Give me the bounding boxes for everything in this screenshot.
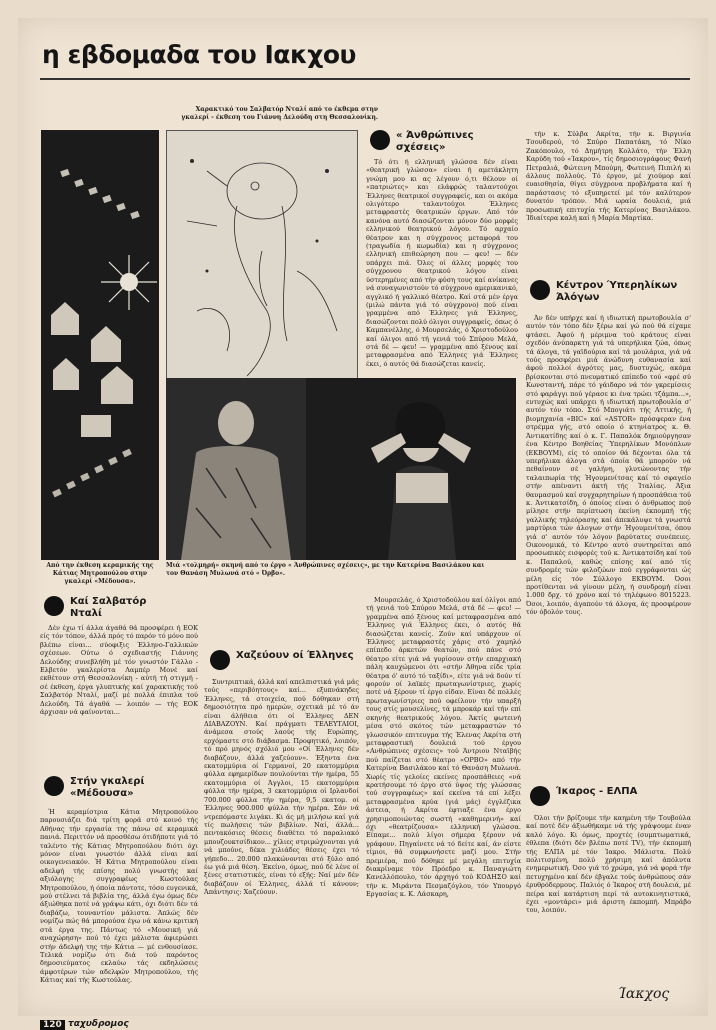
section-iakros-text: Όλοι τήν βρίζουμε τήν καημένη τήν Τουβούλα καί ποτέ δέν άξιωθήκαμε νά τής γράψουμε έναν καλό λόγο. Κι όμως, προχτές (συμπτωματικά, έθλεπα (διότι δέν βλέπω ποτέ TV), τήν έκπομπή τής ΕΛΠΑ μέ τόν Ίακρο. Μάλιστα. Πολύ πολιτισμένη, πολύ χρήσιμη καί άπόλυτα ενημερωτική. Όσο γιά τό χρώμα, γιά νά φορά τήν πετυχημένο καί δέν έβγαλε τούς άνθρώπους σάν έρυθρόδερμους. Παλιός ό Ίκαρος στή δουλειά, μέ πείρα καί κατάρτιση περί τά αυτοκινητιστικά, έχει «μοντάρει» μιά άριστη έκπομπή. Μπράβο του, λοιπόν. (526, 814, 691, 915)
section-iakros-title: Ίκαρος - ΕΛΠΑ (556, 786, 638, 797)
bullet-icon (530, 786, 550, 806)
author-signature: Ίακχος (618, 986, 670, 1002)
section-center-text: Άν δέν υπήρχε καί ή ιδιωτική πρωτοβουλία σ' αυτόν τόν τόπο δέν ξέρω καί γώ πού θά είχαμε φτάσει. Άφού ή μέριμνα τού κράτους είναι σχεδόν άνύπαρκτη γιά τά υπερήλικα ζώα, όπως τά άλογα, τά γαϊδούρια καί τά μουλάρια, γιά νά τούς προσφέρει μιά άνώδυνη ευθανασία καί άφού πολλοί άγρότες μας, δυστυχώς, ακόμα βρίσκονται στό πνευματικό επίπεδο τού «φρέ σύ Κωνσταντή, πάρε τό γάιδαρο νά τόν γκρεμίσεις στό φαράγγι πού γέρασε κι ένα τρώει τζάμπα...», ευτυχώς καί υπάρχει ή ιδιωτική πρωτοβουλία σ' αυτόν τόν τόπο. Στό Μπογιάτι τής Αττικής, ή βιομηχανία «BIC» καί «ASTOR» πρόσφεραν ένα στρέμμα γής, στό οποίο ό κτηνίατρος κ. Θ. Άντικατίδης καί ό κ. Γ. Παπαλόκ δημιούργησαν ένα Κέντρο Βοηθείας Ύπερηλίκων Μονόπλων (ΕΚΒΟΥΜ), είς τό οποίον θά δέχονται όλα τά υπερήλικα άλογα στά όποία θά μπορούν νά πεθαίνουν σέ γαλήνη, γλυτώνοντας τήν ταλαιπωρία τής Ήγουμενίτσας καί τό σφαγείο στήν απέναντι άκτή τής Ίταλίας. Άξια θαυμασμού καί συγχαρητηρίων ή προσπάθεια τού κ. Άντικατσίδη, ό όποίος είναι ό άνθρωπος πού μίλησε στήν περίπτωση έκείνη έκπομπή τής γαλλικής τηλεόρασης καί άπεκάλυψε τά γνωστά μαρτύρια τών άλογων στήν Ήγουμενίτσα, όπου γιά σ' αυτόν τόν λόγον βαρύτατες συνέπειες. Οικονομικά, τό Κέντρο αυτό συντηρείται από προσωπικές εισφορές τού κ. Άντικατσίδη καί τού κ. Παπαλού, καθώς επίσης καί από τίς συνδρομές τών φιλοζώων πού εγγράφονται ώς μέλη είς τόν Σύλλογο ΕΚΒΟΥΜ. Όσοι προτίθενται νά γίνουν μέλη, ή συνδρομή είναι 1.000 δρχ. τό χρόνο καί τό τηλέφωνο 8015223. Όσοι, λοιπόν, άγαπούν τά άλογα, άς προσφέρουν τόν όβολόν τους. (526, 314, 691, 617)
section-relations-text: Τό ότι ή ελληνική γλώσσα δέν είναι «θεατρική γλώσσα» είναι ή αμετάκλητη γνώμη μου κι ας λέγουν ό,τι θέλουν οί «πατριώτες» και ελάφρώς ταλαντούχοι Έλληνες θεατρικοί συγγραφείς, και οι ακόμα ολιγότερο ταλαντούχοι Έλληνες μεταφραστές θεατρικών έργων. Από τόν κανόνα αυτό διασώζονται μόνον δύο μορφές ελληνικού θεατρικού λόγου. Τό αρχαίο θέατρον και η σύγχρονος μεταφορά του (τραγωδία ή κωμωδία) και η σύγχρονος ελληνική επιθεώρηση που — φευ! — δέν υπάρχει πιά. Όλες οί άλλες μορφές του σύγχρονου θεατρικού λόγου είναι ύστερημένες από τήν φύση τους καί ανίκανες νά συναγωνιστούν τό σύγχρονο αμερικανικό, αγγλικό ή γαλλικό θέατρο. Καί στά μέν έργα (μιλώ πάντα γιά τό σύγχρονο) πού είναι γραμμένα από Έλληνες γιά Έλληνες, διασώζονται πολύ όλιγοι συγγραφείς, όπως ό Καμπανέλλης, ό Μουρσελάς, ό Χριστοδούλου καί όλιγοι από τή γενιά τού Σπύρου Μελά, στά δέ — φευ! — γραμμένα από ξένους καί μεταφρασμένα από Έλληνες γιά Έλληνες έκει, ό αυτός θά διασώζεται κανείς. (366, 158, 518, 368)
caption-ceramics: Από την έκθεση κεραμικής της Κάτιας Μητροπούλου στην γκαλερί «Μέδουσα». (46, 562, 154, 585)
page-number: 120 (40, 1020, 65, 1030)
engraving-illustration (167, 131, 357, 386)
magazine-name: ταχυδρομος (68, 1019, 129, 1029)
section-jealous-text: Συντριπτικά, άλλά καί απελπιστικά γιά μάς τούς «περιβόητους» καί... εξυπνάκηδες Έλληνες, τά στοιχεία, πού δόθηκαν στή δημοσιότητα πρό ημερών, σχετικά μέ τό άν είναι άλήθεια ότι οί Έλληνες ΔΕΝ ΔΙΑΒΑΖΟΥΝ. Καί πράγματι ΤΕΛΕΥΤΑΙΟΙ, άνάμεσα στούς λαούς τής Ευρώπης, ερχόμαστε στό διάβασμα. Προφητικό, λοιπόν, τό πρό μηνός σχόλιό μου «Οί Έλληνες δέν διαβάζουν, άλλά χαζεύουν». Έξηντα ένα εκατομμύρια οί Γερμανοί, 20 εκατομμύρια φύλλα εφημερίδων πουλούνται τήν ημέρα, 55 εκατομμύρια οί Άγγλοι, 15 εκατομμύρια φύλλα τήν ημέρα, 3 εκατομμύρια οί Ιρλανδοί 700.000 φύλλα τήν ημέρα, 9,5 εκατομ. οί Έλληνες 900.000 φύλλα τήν ημέρα. Σάν νά ντρεπόμαστε λιγάκι. Κι άς μή μιλήσω καί γιά τίς πωλήσεις τών βιβλίων. Ναί, άλλά... πεντακόσιες θέσεις διαθέτει τό παραλιακό μπουζουκτσίδικον... χίλιες στριμώχνονται γιά νά μπούνε, δέκα χιλιάδες θέσεις έχει τό γήπεδο... 20.000 πλακώνονται στό ξύλο από έω γιά μιά θέση. Έκείνο, όμως, πού δέ λένε οί ξένες στατιστικές, είναι τό εξής: Ναί μέν δέν διαβάζουν οί Έλληνες, άλλά τί κάνουν; Άπάντησις: Χαζεύουν. (204, 678, 359, 897)
section-relations-head (370, 130, 490, 154)
section-iakros-head (530, 786, 690, 806)
section-theater-continued: Μουρσελάς, ό Χριστοδούλου καί όλίγοι από τή γενιά τού Σπύρου Μελά, στά δέ — φευ! — γραμμένα από ξένους καί μεταφρασμένα από Έλληνες γιά Έλληνες έκει, ό αυτός θά διασώζεται κανείς. Ζούν καί υπάρχουν οί Έλληνες μεταφραστές χάρις στό χαμηλό επίπεδο άρκετών θεατών, πού πάνε στό θέατρο είτε γιά νά γυρίσουν στήν επαρχιακή πάλη καυχώμενοι ότι «στήν Άθηνα είδε τρία θέατρα ό' αυτό τό ταξίδι», είτε γιά νά δούν τί φορούν οί λαϊκές πρωταγωνίστριες, χωρίς ποτέ νά ξέρουν τί έργο είδαν. Είναι δέ πολλές πρωταγωνίστριες πού οφείλουν τήν υπαρξή τους στίς μουσελίνες, τά μπροκάρ καί τήν επί σκηνής θεατρικούς λόγου. Άκτίς φωτεινή μέσα στό σκότος τών μεταφραστών τό γλωσσικόν επιτευγμα τής Έλενας Ακρίτα στή μεταφραστική δουλειά τού έργου «Ανθρώπινες σχέσεις» τού Άντριου Νταϊβής πού παίζεται στό θέατρο «ΟΡΒΟ» από τήν Κατερίνα Βασιλάκου καί τό Θανάση Μυλωνά. Χωρίς τίς γελοίες εκείνες προσπάθειες «νά κρατήσουμε τό έργο στό ύψος τής γλώσσας τού συγγραφέως» καί εκείνα τά επί λέξει μεταφρασμένα κρύα (γιά μάς) έγγλέζικα άστεια, ή Ακρίτα έφτιαξε ένα έργο χρησιμοποιώντας σωστή «καθημερινή» καί όχι «θεατρίζουσα» ελληνική γλώσσα. Είπαμε... πολύ λίγοι σήμερα ξέρουν νά γράφουν. Πηγαίνετε νά τό δείτε καί, άν είστε τίμιοι, θά συμφωνήσετε μαζί μου. Στήν πρεμιέρα, πού δόθηκε μέ μεγάλη επιτυχία διακρίναμε τόν Πρόεδρο κ. Παναγιώτη Κανελλόπουλο, τόν άρχηγό τού ΚΟΔΗΣΟ καί τήν κ. Μιράντα Πεσμαζόγλου, τόν Υπουργό Εργασίας κ. Κ. Λάσκαρη, (366, 596, 521, 899)
ceramics-photo (41, 130, 159, 560)
right-column-intro: τήν κ. Σύλβα Ακρίτα, τήν κ. Βιργινία Τσουδερού, τό Σπύρο Παπατάκη, τό Νίκο Ζακόπουλο, τό Δημήτρη Κολλάτο, τήν Έλλη Καρύδη τού «Ίακρου», τίς δημοσιογράφους Φανή Πετραλιά, Φώτεινη Μπούμη, Φωτεινή Πιπιλή κι άλλους πολλούς. Τό έργον, μέ χιούμορ καί ευαισθησία, θίγει σύγχρονα προβλήματα καί ή παράστασις τό εξυπηρετεί μέ τόν καλύτερον δυνατόν τρόπον. Μιά ωραία δουλειά, μιά προσωπική επιτυχία τής Κατερίνας Βασιλάκου. Ίδιαίτερα καλή καί ή Μαρία Μαρτίκα. (526, 130, 691, 223)
caption-dali-print: Χαρακτικό του Σαλβατόρ Νταλί από το έκθεμα στην γκαλερί - έκθεση του Γιάννη Δελούδη στη Θεσσαλονίκη. (181, 106, 378, 121)
section-dali-text: Δέν έχω τί άλλα άγαθά θά προσφέρει ή ΕΟΚ είς τόν τόπον, άλλά πρός τό παρόν τό μόνο πού βλέπω είναι... σύοφιξις Έλληνο-Γαλλικών σχέσεων. Ούτω ό σχεδιαστής Γιάννης Δελούδης συνεβλήθη μέ τόν γνωστόν Γάλλο - Ελβετόν γκαλερίστα Λαμπέρ Μονέ καί εκθέτουν στή Θεσσαλονίκη - αύτή τή στιγμή - σέ έκθεση, έργα γλυπτικής καί χαρακτικής τού Σαλβατόρ Νταλί, μαζί μέ πολλά έπιπλα τού Δελούδη. Τά άγαθά — λοιπόν — τής ΕΟΚ άρχισαν νά φαίνονται... (40, 624, 198, 717)
stage-photo (166, 378, 516, 560)
magazine-page (18, 18, 708, 1030)
bullet-icon (530, 280, 550, 300)
section-medusa-title: Στήν γκαλερί «Μέδουσα» (70, 776, 145, 799)
bullet-icon (370, 130, 390, 150)
headline-rule (40, 78, 690, 80)
section-center-head (530, 280, 690, 304)
medusa-continued (204, 596, 359, 638)
section-dali-head (44, 596, 162, 620)
page-headline: η εβδομαδα του Ιακχου (42, 40, 356, 69)
section-dali-title: Καί Σαλβατόρ Νταλί (70, 596, 147, 619)
section-medusa-text: Ή κεραμίστρια Κάτια Μητροπούλου παρουσιάζει διά τρίτη φορά στό κοινό τής Αθήνας τήν εργασία της πάνω σέ κεραμικά πανιά. Περιττόν νά προσθέσω ότιδήποτε γιά τό ταλέντο τής Κάτιας Μητροπούλου διότι όχι μόνον είναι γνωστόν άλλά είναι καί οικογενειακόν. Ή Κάτια Μητροπούλου είναι αδελφή τής επίσης πολύ γνωστής καί αξιόλογης συγγραφέως Κωστούλας Μητροπούλου, ή όποία πάντοτε, τόσο ευγενικά, μού στέλνει τά βιβλία της, άλλά έγω όμως δέν άξιώθηκα ποτέ νά γράψω κάτι, όχι διότι δέν τά διαβάζω, τουναντίον μάλιστα. Άπλώς δέν νομίζω πώς θά μπορούσα έγω νά κάνω κριτική στά έργα της. Πάντως τό «Μουσική γιά αναχώρηση» πού τό έχει μάλιστα άφιερώσει στήν άδελφή της τήν Κάτια — μέ ενθουσίασε. Τελικά νομίζω ότι διά τού παρόντος δημοσιεύματος εκλαύω τάς εκδηλώσεις άμφοτέρων τών αδελφών Μητροπούλου, τής Κάτιας καί τής Κωστούλας. (40, 808, 198, 985)
dali-engraving (166, 130, 358, 387)
bullet-icon (44, 776, 64, 796)
section-relations-title: « Άνθρώπινες σχέσεις» (396, 130, 474, 153)
section-center-title: Κέντρον Ύπερηλίκων Άλόγων (556, 280, 678, 303)
bullet-icon (210, 650, 230, 670)
caption-stage: Μιά «τολμηρή» σκηνή από το έργο « Άνθρώπινες σχέσεις», με την Κατερίνα Βασιλάκου και τον Θανάση Μυλωνά στό « Όρβο». (166, 562, 485, 577)
ceramics-illustration (41, 130, 159, 560)
section-jealous-title: Χαζεύουν οί Έλληνες (236, 650, 354, 661)
section-medusa-head (44, 776, 162, 800)
section-jealous-head (210, 650, 360, 670)
stage-illustration (166, 378, 516, 560)
bullet-icon (44, 596, 64, 616)
